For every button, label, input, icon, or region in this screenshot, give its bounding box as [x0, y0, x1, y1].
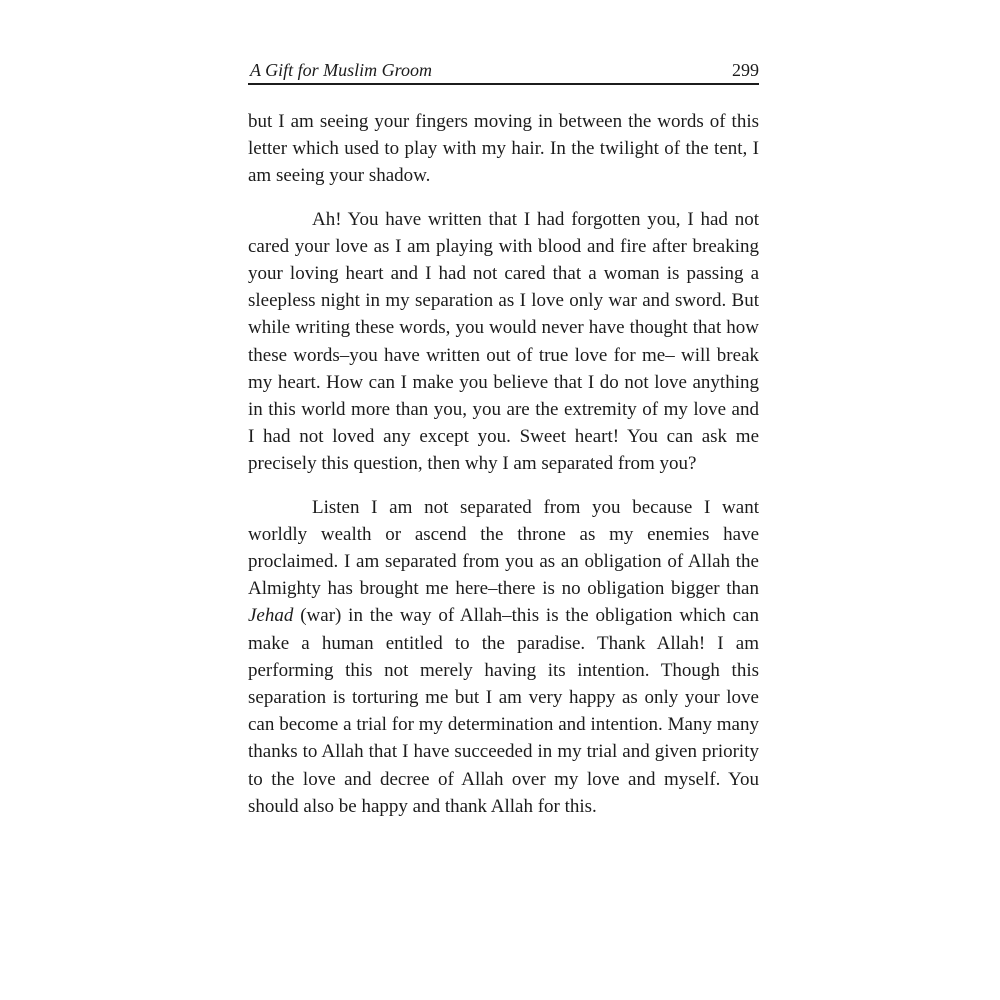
body-text — [248, 108, 759, 820]
book-title: A Gift for Muslim Groom — [250, 60, 433, 80]
page-number: 299 — [732, 60, 759, 80]
paragraph-3-part-1: Listen I am not separated from you because I want worldly wealth or ascend the throne as my enemies have proclaimed. I am separated from you as an obligation of Allah the Almighty has brought me here–there is no obligation bigger than — [248, 496, 759, 600]
paragraph-3 — [248, 494, 759, 820]
paragraph-1: but I am seeing your fingers moving in between the words of this letter which used to play with my hair. In the twilight of the tent, I am seeing your shadow. — [248, 111, 759, 187]
book-page — [248, 52, 759, 820]
running-header — [248, 52, 759, 84]
header-rule — [248, 83, 759, 85]
paragraph-3-part-2: (war) in the way of Allah–this is the obligation which can make a human entitled to the paradise. Thank Allah! I am performing this not merely having its intention. Though this separation is torturing me but I am very happy as only your love can become a trial for my determination and intention. Many many thanks to Allah that I have succeeded in my trial and given priority to the love and decree of Allah over my love and myself. You should also be happy and thank Allah for this. — [248, 605, 759, 817]
italic-term-jehad: Jehad — [248, 605, 294, 627]
paragraph-2: Ah! You have written that I had forgotten you, I had not cared your love as I am playing with blood and fire after breaking your loving heart and I had not cared that a woman is passing a sleepless night in my separation as I love only war and sword. But while writing these words, you would never have thought that how these words–you have written out of true love for me– will break my heart. How can I make you believe that I do not love anything in this world more than you, you are the extremity of my love and I had not loved any except you. Sweet heart! You can ask me precisely this question, then why I am separated from you? — [248, 208, 759, 475]
